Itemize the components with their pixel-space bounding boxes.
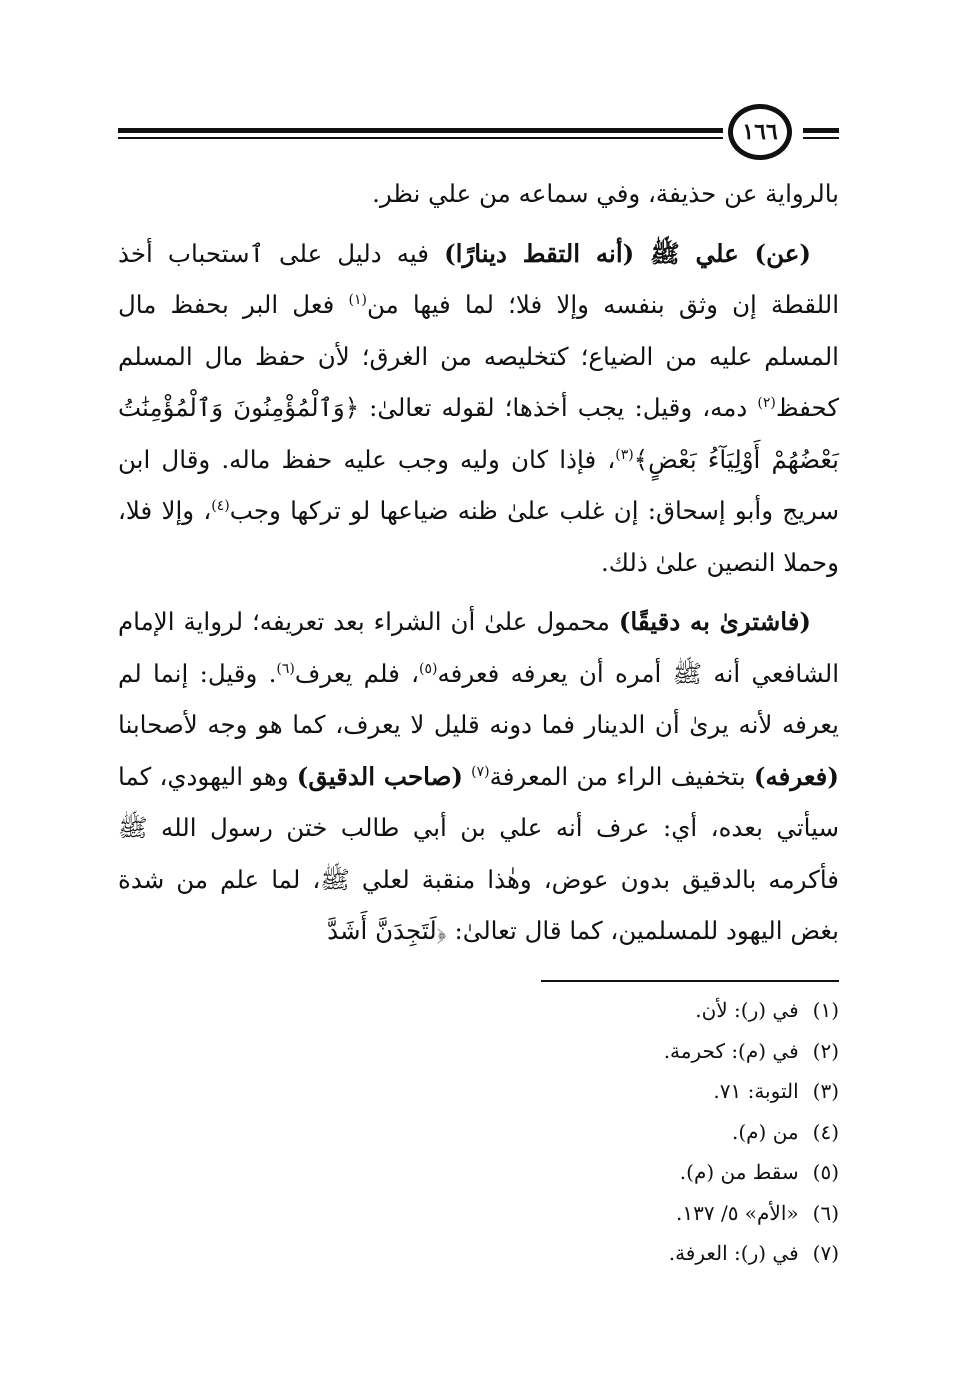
bold-phrase: (أنه التقط دينارًا) [444, 238, 635, 268]
paragraph-3 [118, 596, 839, 957]
text-run: . وقيل: إنما لم يعرفه لأنه يرىٰ أن الدينار فما دونه قليل لا يعرف، كما هو وجه لأصحابنا [118, 658, 839, 739]
header-rule-right-thin [803, 137, 839, 139]
footnote-marker: (١) [348, 291, 367, 308]
bold-phrase: (عن) علي ﷺ [634, 238, 812, 268]
footnote-marker: (٢) [757, 394, 776, 411]
footnote-marker: (٥) [419, 660, 438, 677]
header-rule-right-thick [803, 128, 839, 133]
footnote-number: (٥) [812, 1160, 839, 1184]
main-text [118, 168, 839, 957]
bold-phrase: (فعرفه) [753, 761, 839, 791]
text-run: ، فإذا كان وليه وجب عليه حفظ ماله. وقال ابن سريج وأبو إسحاق: إن غلب علىٰ ظنه ضياعها لو تركها وجب [118, 444, 839, 525]
header-rule-left-thick [118, 128, 723, 133]
footnote-item [541, 990, 839, 1031]
text-run: وهو اليهودي، كما سيأتي بعده، أي: عرف أنه علي بن أبي طالب ختن رسول الله ﷺ فأكرمه بالدقيق بدون عوض، وهٰذا منقبة لعلي ﷺ، لما علم من شدة بغض اليهود للمسلمين، كما قال تعالىٰ: ﴿لَتَجِدَنَّ أَشَدَّ [118, 761, 839, 945]
footnote-item [541, 1071, 839, 1112]
paragraph-2 [118, 228, 839, 589]
page-number: ١٦٦ [742, 119, 778, 145]
text-run: بالرواية عن حذيفة، وفي سماعه من علي نظر. [372, 179, 839, 208]
footnote-number: (٤) [812, 1119, 839, 1144]
text-run: فعل البر بحفظ مال المسلم عليه من الضياع؛ كتخليصه من الغرق؛ لأن حفظ مال المسلم كحفظ [118, 290, 839, 422]
footnote-text: من (م). [732, 1119, 799, 1144]
footnote-marker: (٦) [276, 660, 295, 677]
footnote-number: (٧) [812, 1241, 839, 1265]
footnote-marker: (٤) [211, 497, 230, 514]
text-run: دمه، وقيل: يجب أخذها؛ لقوله تعالىٰ: ﴿وَٱلْمُؤْمِنُونَ وَٱلْمُؤْمِنَٰتُ بَعْضُهُمْ أَوْلِيَآءُ بَعْضٍ﴾ [118, 393, 839, 474]
footnote-text: في (ر): العرفة. [668, 1241, 799, 1265]
footnote-item [541, 1112, 839, 1153]
footnote-number: (٦) [812, 1200, 839, 1225]
footnote-item [541, 1031, 839, 1072]
paragraph-1 [118, 168, 839, 220]
footnote-text: في (ر): لأن. [695, 998, 799, 1022]
footnote-text: سقط من (م). [679, 1160, 799, 1184]
footnote-number: (١) [812, 998, 839, 1022]
footnote-text: «الأم» ٥/ ١٣٧. [676, 1200, 799, 1225]
text-run: بتخفيف الراء من المعرفة [489, 761, 754, 791]
bold-phrase: (فاشترىٰ به دقيقًا) [618, 607, 811, 636]
page-header [118, 100, 839, 164]
text-run [463, 762, 471, 791]
header-rule-left-thin [118, 137, 723, 139]
footnote-number: (٣) [812, 1079, 839, 1103]
footnote-divider [541, 980, 839, 982]
footnote-text: في (م): كحرمة. [663, 1038, 799, 1063]
text-run: ، وإلا فلا، وحملا النصين علىٰ ذلك. [118, 496, 839, 577]
text-run: محمول علىٰ أن الشراء بعد تعريفه؛ لرواية الإمام الشافعي أنه ﷺ أمره أن يعرفه فعرفه [118, 607, 839, 688]
footnote-number: (٢) [812, 1038, 839, 1063]
footnote-marker: (٣) [615, 446, 634, 463]
text-run: ، فلم يعرف [294, 658, 419, 688]
text-run: فيه دليل على ٱستحباب أخذ اللقطة إن وثق بنفسه وإلا فلا؛ لما فيها من [118, 238, 840, 319]
footnote-marker: (٧) [471, 763, 490, 780]
footnote-item [541, 1152, 839, 1193]
footnotes [541, 990, 839, 1274]
bold-phrase: (صاحب الدقيق) [296, 761, 463, 791]
footnote-text: التوبة: ٧١. [713, 1079, 799, 1103]
footnote-item [541, 1193, 839, 1234]
page-number-badge [728, 104, 792, 160]
footnote-item [541, 1233, 839, 1274]
